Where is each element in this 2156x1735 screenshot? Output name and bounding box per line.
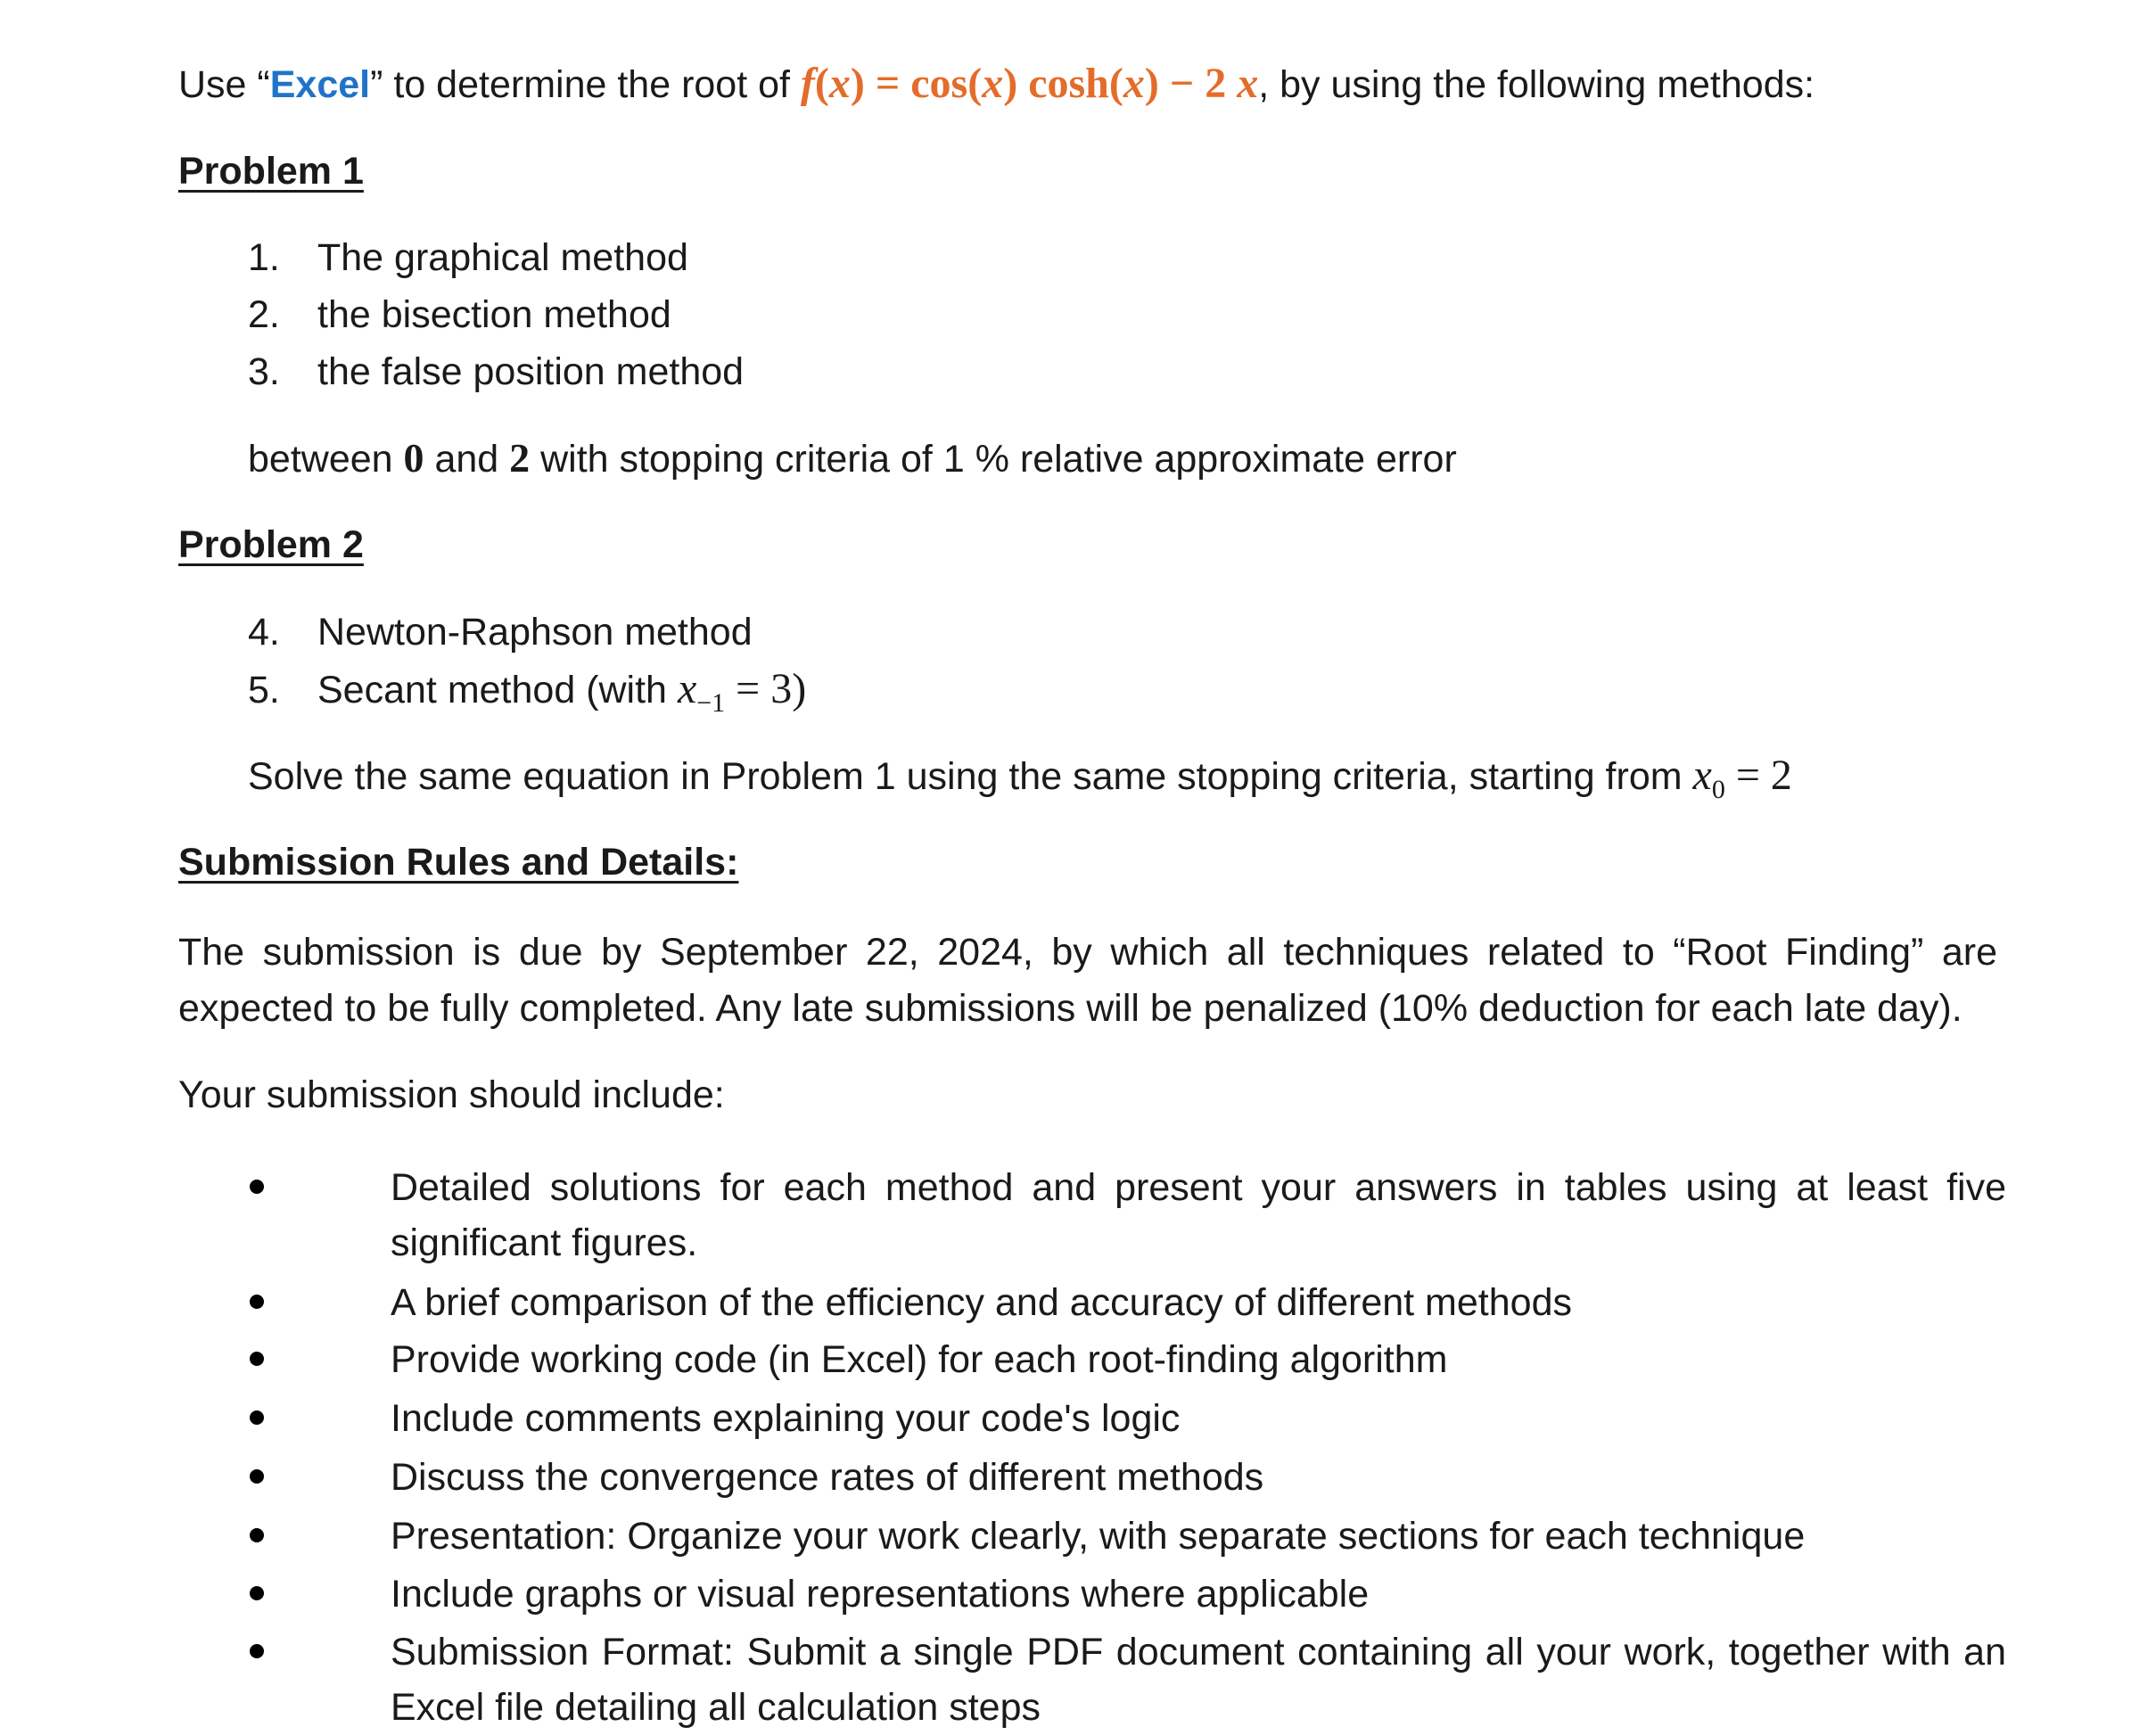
bullet-text: Presentation: Organize your work clearly, with separate sections for each technique [391, 1515, 1806, 1558]
intro-suffix: , by using the following methods: [1258, 63, 1815, 106]
function-equation: f(x) = cos(x) cosh(x) − 2 x [800, 60, 1259, 107]
starting-point: $x_0 = 2$ [1692, 752, 1792, 804]
bullet-text: A brief comparison of the efficiency and accuracy of different methods [391, 1281, 1572, 1324]
secant-initial-guess: $x_{-1} = 3$) [677, 665, 807, 718]
bullet-dot-icon [250, 1469, 264, 1484]
list-item [248, 605, 753, 659]
excel-highlight: Excel [269, 63, 371, 106]
list-text: the false position method [317, 350, 745, 393]
interval-lower: 0 [403, 435, 424, 481]
bullet-dot-icon [250, 1410, 264, 1425]
intro-prefix: Use “ [178, 63, 270, 106]
solve-instruction: Solve the same equation in Problem 1 using the same stopping criteria, starting from $x_0 = 2$ [248, 752, 1792, 804]
list-item [248, 288, 671, 341]
bullet-text: Submission Format: Submit a single PDF document containing all your work, together with an Excel file detailing all calculation steps [391, 1631, 2006, 1729]
list-item [248, 662, 806, 717]
bullet-dot-icon [250, 1180, 264, 1194]
bullet-dot-icon [250, 1644, 264, 1658]
bullet-text: Include graphs or visual representations where applicable [391, 1573, 1370, 1616]
include-label: Your submission should include: [178, 1073, 725, 1116]
problem-1-heading: Problem 1 [178, 150, 364, 193]
problem-2-heading: Problem 2 [178, 523, 364, 566]
bullet-text: Include comments explaining your code's logic [391, 1397, 1181, 1440]
list-number: 1. [248, 236, 280, 279]
intro-line [178, 57, 1814, 111]
bullet-text: Discuss the convergence rates of different methods [391, 1456, 1264, 1499]
list-number: 4. [248, 611, 280, 654]
list-text: Newton-Raphson method [317, 611, 753, 654]
list-item [248, 231, 688, 284]
list-text: The graphical method [317, 236, 688, 279]
bullet-text: Detailed solutions for each method and present your answers in tables using at least five significant figures. [391, 1166, 2006, 1264]
bullet-dot-icon [250, 1528, 264, 1542]
submission-heading: Submission Rules and Details: [178, 841, 739, 884]
submission-paragraph: The submission is due by September 22, 2024, by which all techniques related to “Root Finding” are expected to be fully completed. Any late submissions will be penalized (10% deduction for each late day). [178, 931, 1997, 1030]
list-number: 5. [248, 669, 280, 711]
interval-criteria: between 0 and 2 with stopping criteria of 1 % relative approximate error [248, 435, 1457, 481]
bullet-dot-icon [250, 1586, 264, 1600]
bullet-dot-icon [250, 1295, 264, 1309]
bullet-dot-icon [250, 1352, 264, 1366]
bullet-text: Provide working code (in Excel) for each root-finding algorithm [391, 1338, 1448, 1381]
list-number: 2. [248, 293, 280, 336]
list-text: the bisection method [317, 293, 671, 336]
list-text: Secant method (with [317, 669, 678, 711]
list-item [248, 345, 744, 399]
interval-upper: 2 [509, 435, 531, 481]
list-number: 3. [248, 350, 280, 393]
intro-middle: ” to determine the root of [370, 63, 801, 106]
